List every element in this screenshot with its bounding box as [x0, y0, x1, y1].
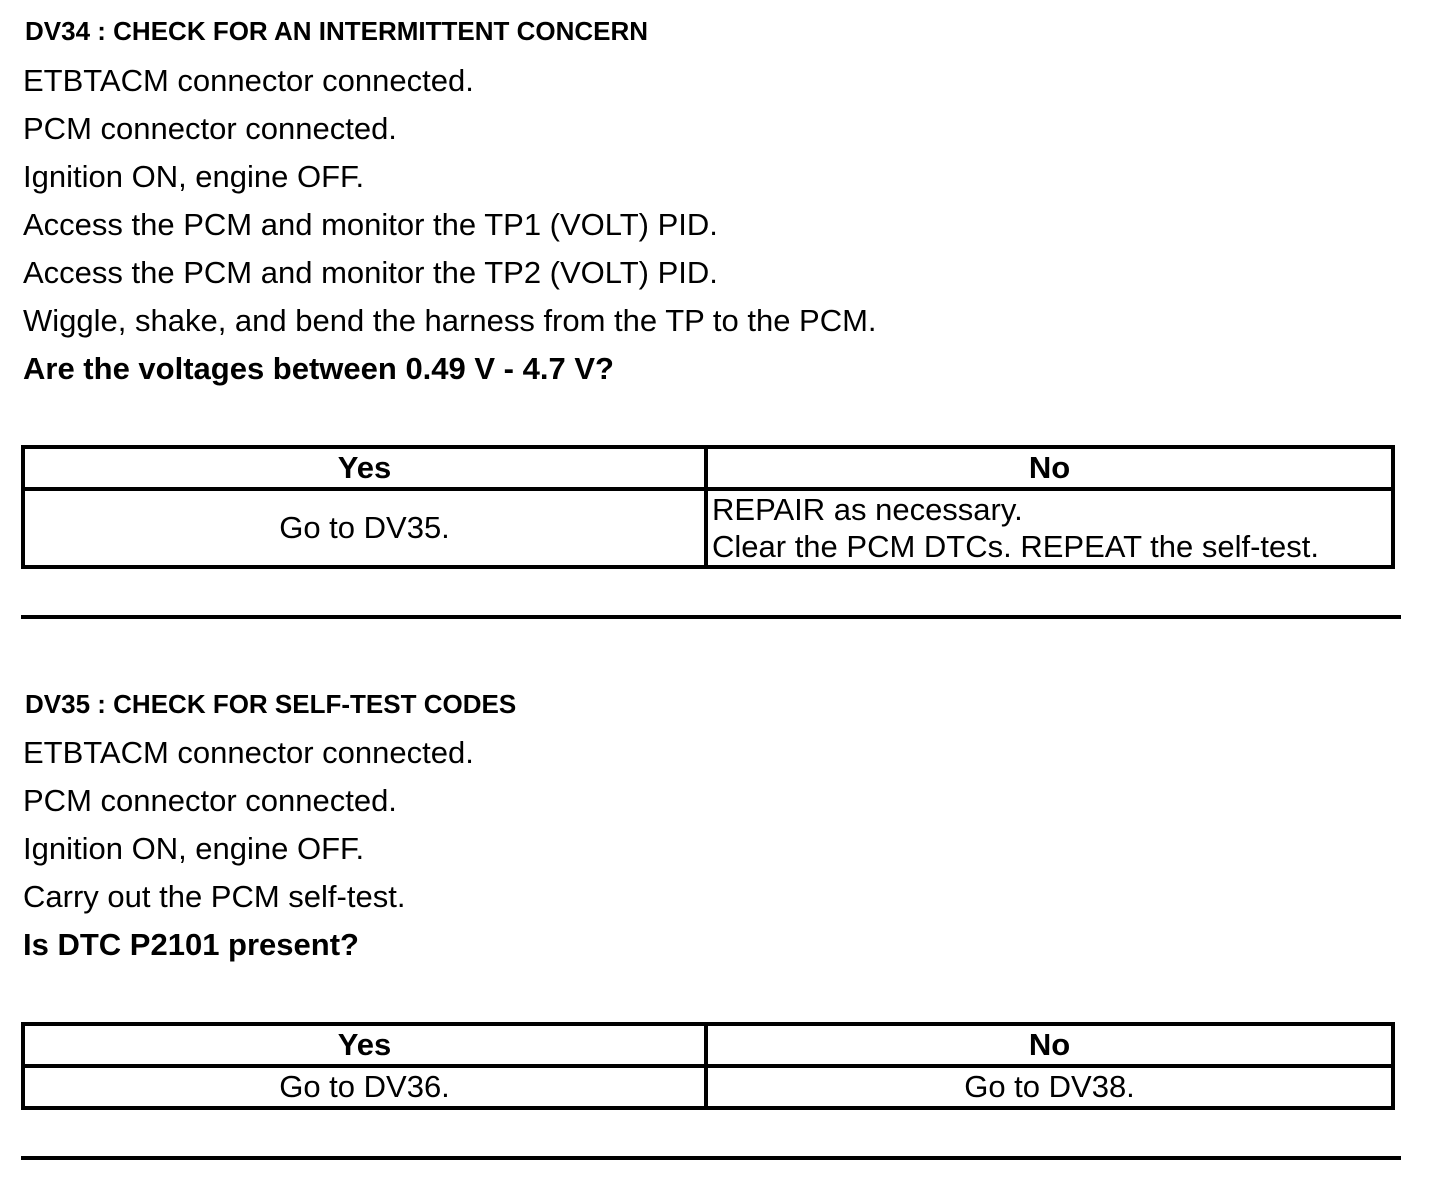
- yes-header: Yes: [23, 447, 706, 489]
- dv35-step-3: Ignition ON, engine OFF.: [23, 831, 365, 866]
- yes-action: [23, 489, 706, 567]
- no-action-line-2: Clear the PCM DTCs. REPEAT the self-test.: [712, 529, 1319, 564]
- dv35-step-4: Carry out the PCM self-test.: [23, 879, 406, 914]
- dv34-step-6: Wiggle, shake, and bend the harness from the TP to the PCM.: [23, 303, 877, 338]
- dv35-question: Is DTC P2101 present?: [23, 927, 359, 962]
- dv34-step-5: Access the PCM and monitor the TP2 (VOLT) PID.: [23, 255, 718, 290]
- dv35-decision-table: [21, 1022, 1395, 1110]
- dv34-step-4: Access the PCM and monitor the TP1 (VOLT) PID.: [23, 207, 718, 242]
- table-header-row: [23, 1024, 1393, 1066]
- dv34-question: Are the voltages between 0.49 V - 4.7 V?: [23, 351, 614, 386]
- no-header: No: [706, 1024, 1393, 1066]
- no-header: No: [706, 447, 1393, 489]
- dv35-step-2: PCM connector connected.: [23, 783, 397, 818]
- yes-header: Yes: [23, 1024, 706, 1066]
- dv35-step-1: ETBTACM connector connected.: [23, 735, 474, 770]
- table-row: [23, 1066, 1393, 1108]
- no-action: [706, 489, 1393, 567]
- dv34-step-3: Ignition ON, engine OFF.: [23, 159, 365, 194]
- dv34-title: DV34 : CHECK FOR AN INTERMITTENT CONCERN: [25, 16, 649, 46]
- no-action-line-1: REPAIR as necessary.: [712, 492, 1023, 527]
- section-divider: [21, 615, 1401, 619]
- dv34-step-2: PCM connector connected.: [23, 111, 397, 146]
- yes-action-text: Go to DV35.: [279, 510, 450, 545]
- dv34-step-1: ETBTACM connector connected.: [23, 63, 474, 98]
- section-divider: [21, 1156, 1401, 1160]
- table-row: [23, 489, 1393, 567]
- dv34-decision-table: [21, 445, 1395, 569]
- table-header-row: [23, 447, 1393, 489]
- yes-action: Go to DV36.: [23, 1066, 706, 1108]
- no-action: Go to DV38.: [706, 1066, 1393, 1108]
- dv35-title: DV35 : CHECK FOR SELF-TEST CODES: [25, 689, 517, 719]
